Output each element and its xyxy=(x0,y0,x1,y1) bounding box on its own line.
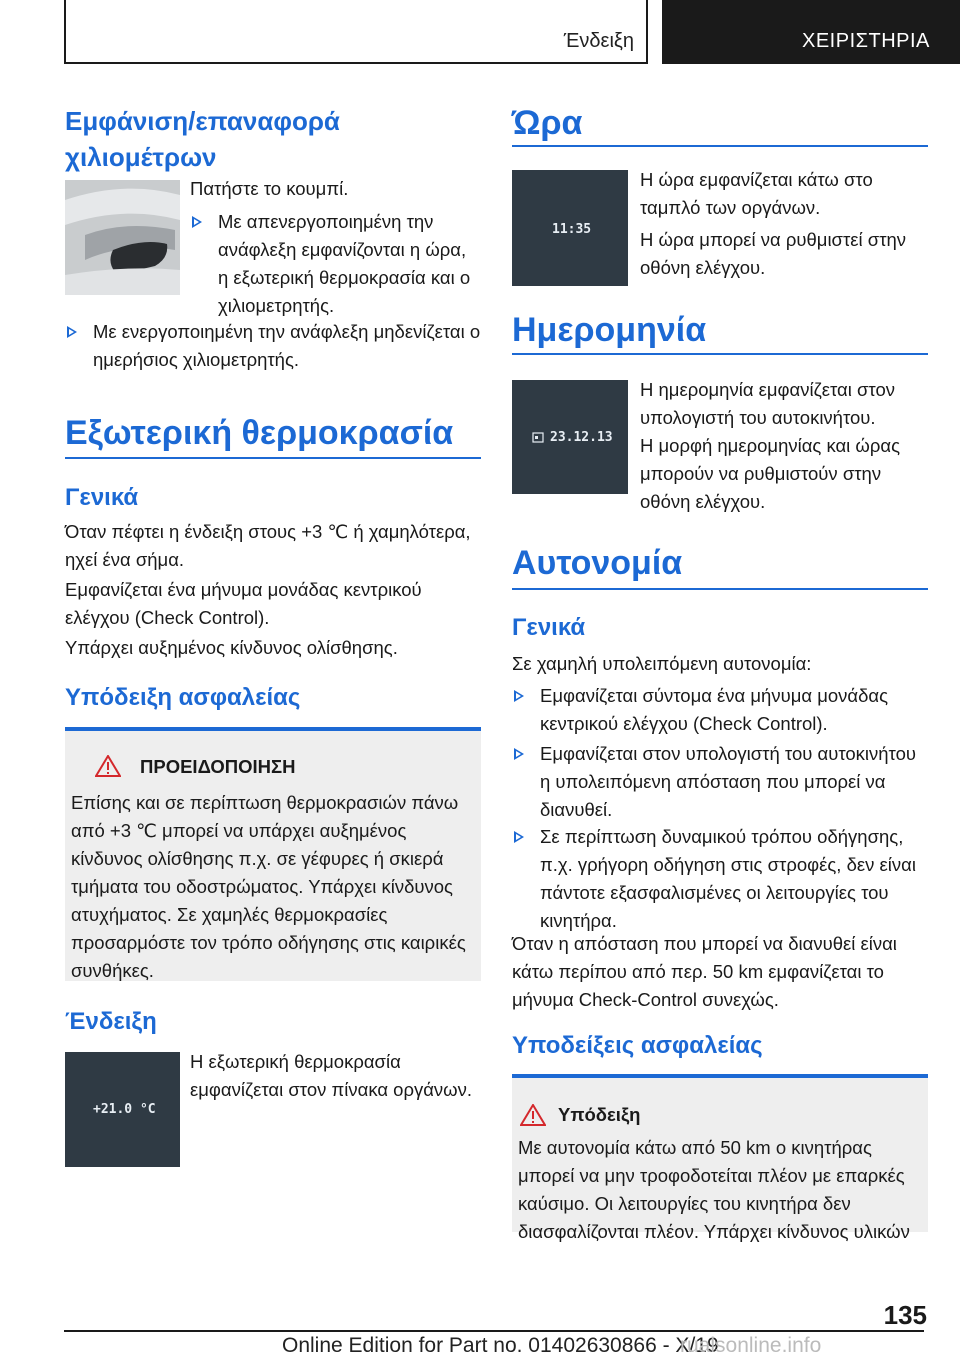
date-display-image xyxy=(512,380,628,494)
date-p1: Η ημερομηνία εμφανίζεται στον υπολογιστή του αυτοκινήτου. xyxy=(640,379,896,428)
outside-temp-display-image xyxy=(65,1052,180,1167)
ext-temp-title: Εξωτερική θερμοκρασία xyxy=(65,414,454,452)
calendar-icon xyxy=(532,431,544,443)
warning-box xyxy=(65,727,481,981)
footer-watermark: rualsonline.info xyxy=(680,1334,822,1357)
bullet-triangle-icon xyxy=(514,831,524,843)
general-title-left: Γενικά xyxy=(65,484,139,511)
general-p3: Υπάρχει αυξημένος κίνδυνος ολίσθησης. xyxy=(65,637,398,658)
time-p2: Η ώρα μπορεί να ρυθμιστεί στην οθόνη ελέγχου. xyxy=(640,229,907,278)
range-rule xyxy=(512,588,928,590)
reset-title-line2: χιλιομέτρων xyxy=(65,142,217,172)
time-title: Ώρα xyxy=(512,104,583,142)
reset-bullet-2 xyxy=(65,318,481,374)
range-bullet-2 xyxy=(512,740,928,824)
warning-title: ΠΡΟΕΙΔΟΠΟΙΗΣΗ xyxy=(140,756,296,777)
bullet-triangle-icon xyxy=(192,216,202,228)
header-section-tab xyxy=(64,0,648,64)
range-intro: Σε χαμηλή υπολειπόμενη αυτονομία: xyxy=(512,653,812,674)
note-text: Με αυτονομία κάτω από 50 km ο κινητήρας μπορεί να μην τροφοδοτείται πλέον με επαρκές καύσιμο. Οι λειτουργίες του κινητήρα δεν διασφαλίζονται πλέον. Υπάρχει κίνδυνος υλικών xyxy=(518,1137,910,1242)
range-bullet-1 xyxy=(512,682,928,738)
note-triangle-icon xyxy=(520,1104,546,1126)
reset-title-line1: Εμφάνιση/επαναφορά xyxy=(65,106,340,136)
clock-display-label: 11:35 xyxy=(552,222,592,237)
ext-temp-rule xyxy=(65,457,481,459)
range-bullet-2-text: Εμφανίζεται στον υπολογιστή του αυτοκινήτου η υπολειπόμενη απόσταση που μπορεί να διανυθεί. xyxy=(540,743,917,820)
date-p2: Η μορφή ημερομηνίας και ώρας μπορούν να ρυθμιστούν στην οθόνη ελέγχου. xyxy=(640,435,901,512)
general-p2: Εμφανίζεται ένα μήνυμα μονάδας κεντρικού ελέγχου (Check Control). xyxy=(65,579,422,628)
range-title: Αυτονομία xyxy=(512,544,683,582)
date-title: Ημερομηνία xyxy=(512,311,707,349)
footer-rule xyxy=(64,1330,924,1332)
display-title: Ένδειξη xyxy=(65,1008,157,1035)
reset-bullet-1 xyxy=(190,208,480,320)
page-number: 135 xyxy=(883,1300,927,1330)
header-chapter-label: ΧΕΙΡΙΣΤΗΡΙΑ xyxy=(802,30,930,52)
note-title: Υπόδειξη xyxy=(558,1104,641,1125)
safety-title-left: Υπόδειξη ασφαλείας xyxy=(65,684,301,711)
reset-press-text: Πατήστε το κουμπί. xyxy=(190,178,349,199)
warning-text: Επίσης και σε περίπτωση θερμοκρασιών πάνω από +3 ℃ μπορεί να υπάρχει αυξημένος κίνδυνος ολίσθησης π.χ. σε γέφυρες ή σκιερά τμήματα του οδοστρώματος. Υπάρχει κίνδυνος ατυχήματος. Σε χαμηλές θερμοκρασίες προσαρμόστε τον τρόπο οδήγησης στις καιρικές συνθήκες. xyxy=(71,792,466,981)
safety-title-right: Υποδείξεις ασφαλείας xyxy=(512,1032,763,1059)
general-p1: Όταν πέφτει η ένδειξη στους +3 ℃ ή χαμηλότερα, ηχεί ένα σήμα. xyxy=(65,521,471,570)
time-p1: Η ώρα εμφανίζεται κάτω στο ταμπλό των οργάνων. xyxy=(640,169,873,218)
bullet-triangle-icon xyxy=(514,690,524,702)
bullet-triangle-icon xyxy=(514,748,524,760)
header-chapter-tab xyxy=(662,0,960,64)
outside-temp-display-label: +21.0 °C xyxy=(93,1102,156,1117)
trip-reset-button-image xyxy=(65,180,180,295)
date-display-label: 23.12.13 xyxy=(550,430,613,445)
range-bullet-1-text: Εμφανίζεται σύντομα ένα μήνυμα μονάδας κεντρικού ελέγχου (Check Control). xyxy=(540,685,889,734)
date-rule xyxy=(512,353,928,355)
bullet-triangle-icon xyxy=(67,326,77,338)
display-text: Η εξωτερική θερμοκρασία εμφανίζεται στον πίνακα οργάνων. xyxy=(190,1051,473,1100)
reset-bullet-1-text: Με απενεργοποιημένη την ανάφλεξη εμφανίζονται η ώρα, η εξωτερική θερμοκρασία και ο χιλιομετρητής. xyxy=(218,211,471,316)
reset-title xyxy=(65,103,340,175)
general-title-right: Γενικά xyxy=(512,614,586,641)
clock-display-image xyxy=(512,170,628,286)
trip-reset-button-icon xyxy=(65,180,180,295)
reset-bullet-2-text: Με ενεργοποιημένη την ανάφλεξη μηδενίζεται ο ημερήσιος χιλιομετρητής. xyxy=(93,321,481,370)
range-p2: Όταν η απόσταση που μπορεί να διανυθεί είναι κάτω περίπου από περ. 50 km εμφανίζεται το μήνυμα Check-Control συνεχώς. xyxy=(512,933,897,1010)
header-section-label: Ένδειξη xyxy=(563,30,634,52)
footer-edition: Online Edition for Part no. 01402630866 - X/19 xyxy=(282,1334,719,1357)
warning-triangle-icon xyxy=(95,755,121,777)
range-bullet-3-text: Σε περίπτωση δυναμικού τρόπου οδήγησης, π.χ. γρήγορη οδήγηση στις στροφές, δεν είναι πάντοτε εξασφαλισμένες οι λειτουργίες του κινητήρα. xyxy=(540,826,916,931)
range-bullet-3 xyxy=(512,823,928,935)
time-rule xyxy=(512,145,928,147)
note-box xyxy=(512,1074,928,1242)
